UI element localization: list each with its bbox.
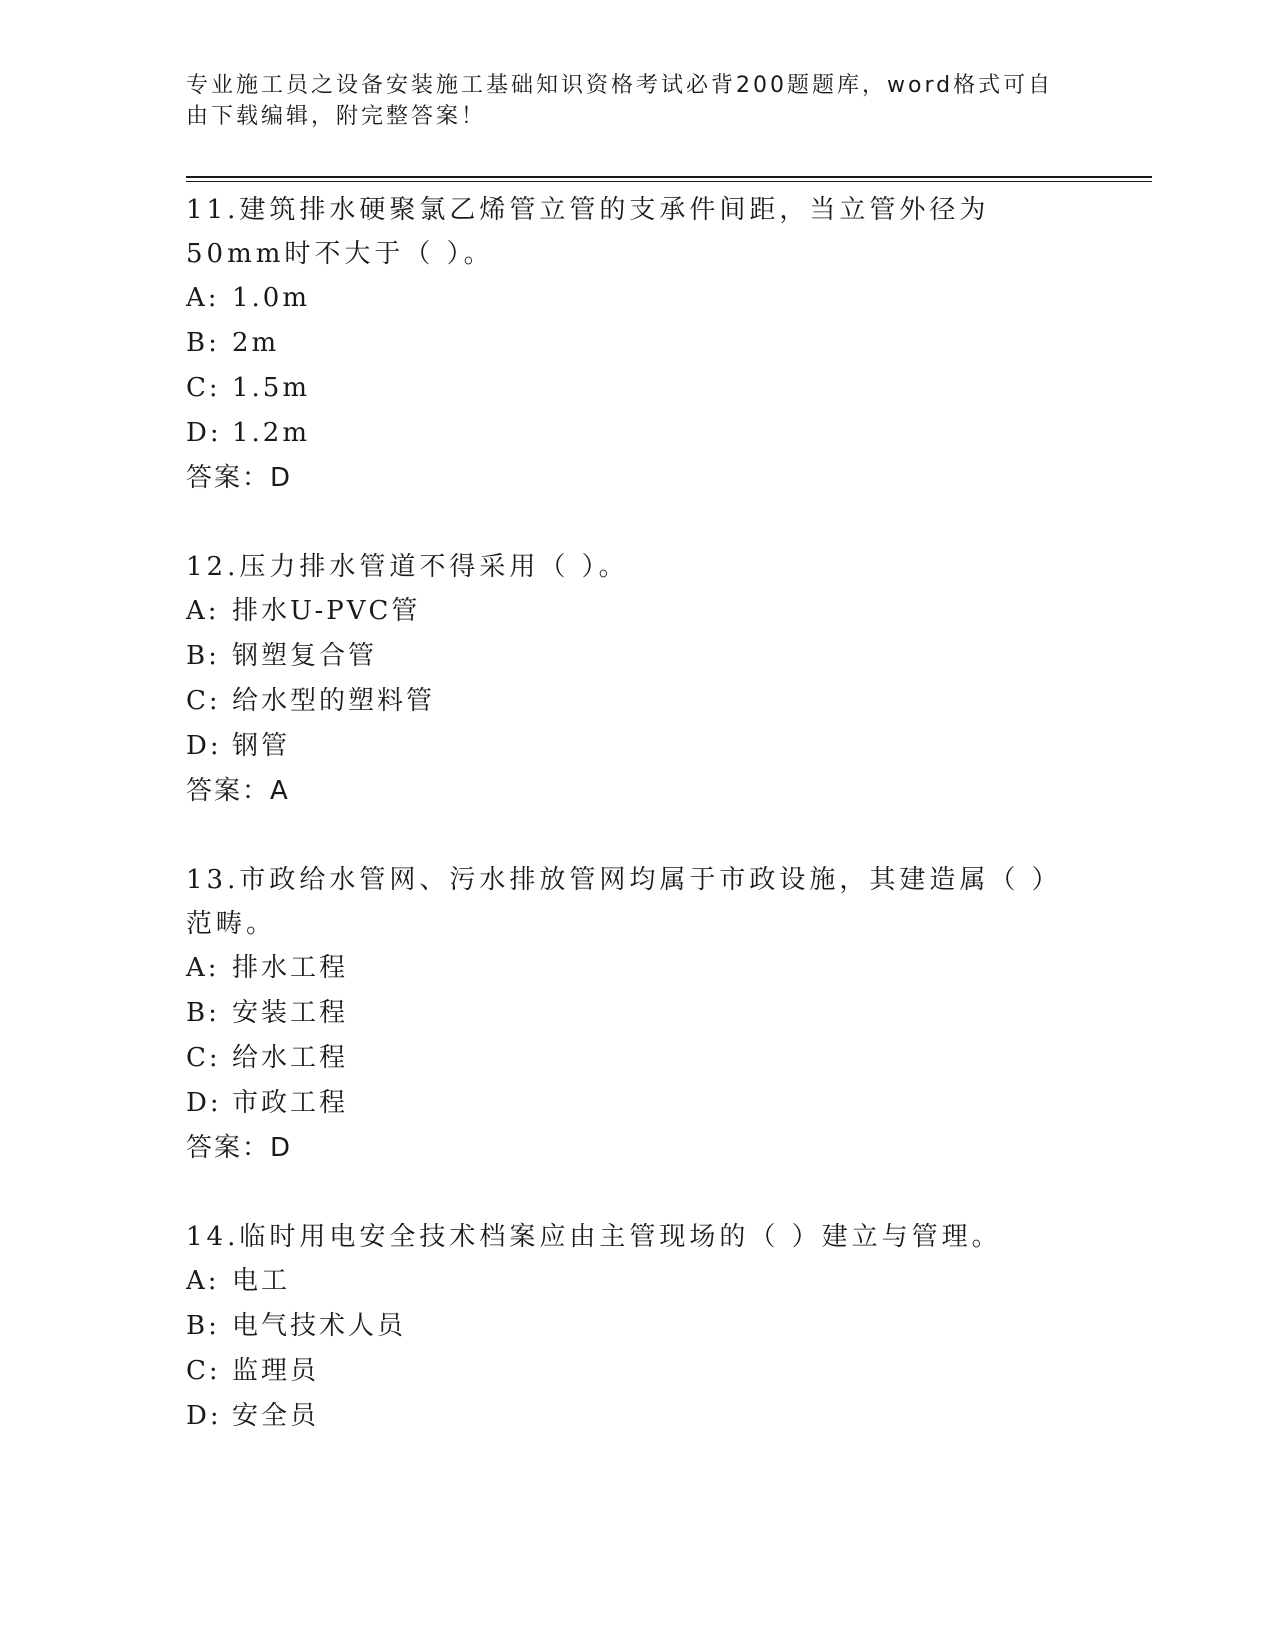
option-key: B: [186,1311,220,1341]
option-a [186,276,1066,321]
header-divider-thick [186,176,1152,178]
answer-line: 答案：D [186,463,293,493]
option-key: D: [186,418,222,448]
question-12 [186,545,1066,813]
option-key: D: [186,1088,222,1118]
option-key: D: [186,1401,222,1431]
option-a [186,946,1066,991]
option-key: A: [186,283,220,313]
option-value: 安全员 [232,1401,320,1431]
question-11 [186,188,1066,500]
option-key: C: [186,686,221,716]
question-text: 11.建筑排水硬聚氯乙烯管立管的支承件间距，当立管外径为50mm时不大于（ ）。 [186,195,990,269]
option-b [186,634,1066,679]
option-c [186,1349,1066,1394]
option-value: 电气技术人员 [232,1311,407,1341]
question-text: 13.市政给水管网、污水排放管网均属于市政设施，其建造属（ ）范畴。 [186,865,1062,939]
document-header: 专业施工员之设备安装施工基础知识资格考试必背200题题库，word格式可自由下载编辑，附完整答案！ [186,73,1054,129]
option-b [186,321,1066,366]
answer-line: 答案：A [186,776,290,806]
option-value: 排水工程 [232,953,349,983]
option-key: B: [186,641,220,671]
option-key: C: [186,1356,221,1386]
question-14 [186,1215,1066,1439]
option-value: 2m [232,328,280,358]
option-c [186,366,1066,411]
option-key: C: [186,1043,221,1073]
option-c [186,1036,1066,1081]
option-key: A: [186,596,220,626]
option-b [186,1304,1066,1349]
option-key: B: [186,328,220,358]
option-value: 市政工程 [232,1088,349,1118]
option-value: 1.2m [232,418,311,448]
option-d [186,1394,1066,1439]
option-value: 排水U-PVC管 [232,596,421,626]
option-d [186,724,1066,769]
question-text: 12.压力排水管道不得采用（ ）。 [186,552,629,582]
option-value: 1.0m [232,283,311,313]
option-key: A: [186,953,220,983]
option-value: 监理员 [232,1356,320,1386]
option-value: 1.5m [232,373,311,403]
option-key: A: [186,1266,220,1296]
question-text: 14.临时用电安全技术档案应由主管现场的（ ）建立与管理。 [186,1222,1002,1252]
option-value: 给水型的塑料管 [232,686,436,716]
option-b [186,991,1066,1036]
question-list [186,188,1066,1484]
option-key: B: [186,998,220,1028]
header-divider-thin [186,181,1152,182]
option-d [186,411,1066,456]
option-a [186,1259,1066,1304]
option-key: C: [186,373,221,403]
option-c [186,679,1066,724]
option-key: D: [186,731,222,761]
option-value: 安装工程 [232,998,349,1028]
option-a [186,589,1066,634]
answer-line: 答案：D [186,1133,293,1163]
option-value: 钢管 [232,731,291,761]
option-value: 给水工程 [232,1043,349,1073]
question-13 [186,858,1066,1170]
option-value: 钢塑复合管 [232,641,378,671]
option-d [186,1081,1066,1126]
option-value: 电工 [232,1266,291,1296]
